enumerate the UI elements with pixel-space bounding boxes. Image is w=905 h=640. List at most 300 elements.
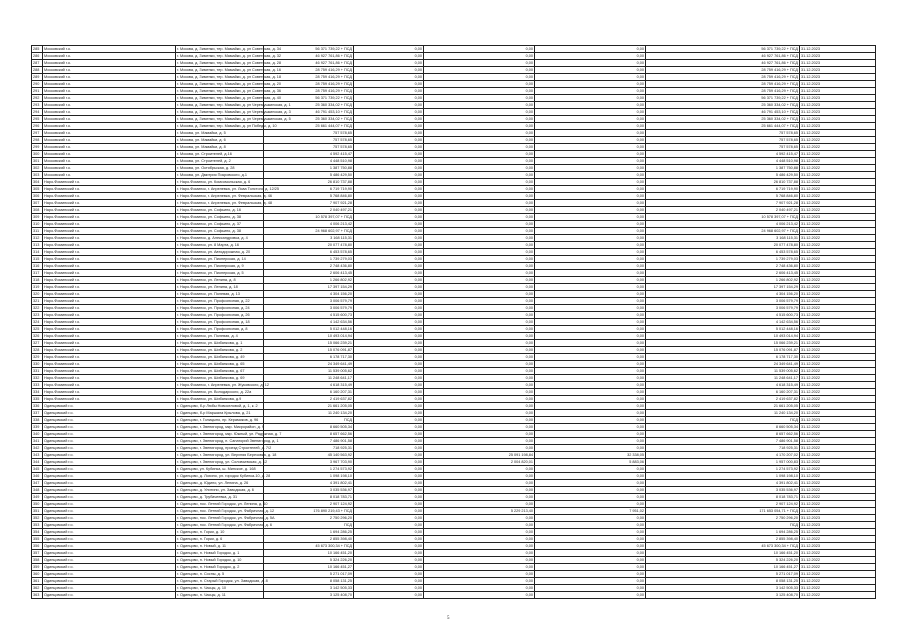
table-row xyxy=(32,396,876,403)
register-sheet xyxy=(31,45,875,599)
table-cell: 26 810 737,88 xyxy=(646,179,800,186)
table-cell: 1 098 198,10 xyxy=(646,473,800,480)
table-cell: г. Одинцово, б-р Маршала Крылова, д. 21 xyxy=(176,410,264,417)
table-cell: 302 xyxy=(32,165,43,172)
table-cell: Наро-Фоминский г.о. xyxy=(43,382,176,389)
table-cell: Наро-Фоминский г.о. xyxy=(43,340,176,347)
table-cell: 0,00 xyxy=(354,102,424,109)
table-cell: г. Одинцово, ул. Кубинка, ш. Минское, д. 168 xyxy=(176,466,264,473)
table-cell: 296 xyxy=(32,123,43,130)
table-cell: 0,00 xyxy=(354,137,424,144)
table-cell: 0,00 xyxy=(354,130,424,137)
table-cell: 0,00 xyxy=(535,571,646,578)
table-cell: 31.12.2023 xyxy=(800,88,876,95)
table-cell: 0,00 xyxy=(535,270,646,277)
table-cell: 757 578,65 xyxy=(264,144,354,151)
table-cell: Одинцовский г.о. xyxy=(43,508,176,515)
table-row xyxy=(32,452,876,459)
table-row xyxy=(32,571,876,578)
table-cell: 0,00 xyxy=(535,193,646,200)
table-cell: 0,00 xyxy=(535,144,646,151)
table-cell: 46 791 453,10 + ПСД xyxy=(646,109,800,116)
table-cell: 2 855 398,40 xyxy=(646,536,800,543)
table-cell: 325 xyxy=(32,326,43,333)
table-cell: г. Наро-Фоминск, ул. Автодорожная, д. 20 xyxy=(176,249,264,256)
table-cell: 0,00 xyxy=(424,389,535,396)
table-cell: 31.12.2022 xyxy=(800,445,876,452)
table-cell: 4 391 802,41 xyxy=(646,480,800,487)
table-cell: 45 673 300,34 + ПСД xyxy=(646,543,800,550)
table-cell: 0,00 xyxy=(535,382,646,389)
table-row xyxy=(32,74,876,81)
table-cell: 25 661 444,07 + ПСД xyxy=(646,123,800,130)
table-cell: 46 791 453,10 + ПСД xyxy=(264,109,354,116)
table-cell: 0,00 xyxy=(424,424,535,431)
table-cell: 359 xyxy=(32,564,43,571)
table-cell: 757 578,65 xyxy=(646,130,800,137)
table-cell: 0,00 xyxy=(424,88,535,95)
table-cell: Московский г.о. xyxy=(43,102,176,109)
table-cell: 31.12.2022 xyxy=(800,298,876,305)
table-cell: Одинцовский г.о. xyxy=(43,480,176,487)
table-cell: 0,00 xyxy=(535,487,646,494)
table-cell: 0,00 xyxy=(535,291,646,298)
table-cell: Одинцовский г.о. xyxy=(43,578,176,585)
table-cell: г. Москва, д. Зименки, тер. Мамайки, д. ул Советская, д. 32 xyxy=(177,54,282,58)
table-row xyxy=(32,123,876,130)
table-cell: 338 xyxy=(32,417,43,424)
table-cell: 6 453 578,65 xyxy=(264,249,354,256)
table-cell: 8 018 783,71 xyxy=(264,494,354,501)
table-cell: 31.12.2022 xyxy=(800,235,876,242)
table-cell: г. Наро-Фоминск, ул. Софьино, д. 16 xyxy=(176,207,264,214)
table-cell: 0,00 xyxy=(535,81,646,88)
table-cell: 31.12.2022 xyxy=(800,487,876,494)
table-cell: 31.12.2022 xyxy=(800,501,876,508)
table-cell: 0,00 xyxy=(424,67,535,74)
table-cell: 718 925,31 xyxy=(264,445,354,452)
table-cell: 0,00 xyxy=(535,522,646,529)
table-cell: 0,00 xyxy=(535,256,646,263)
table-row xyxy=(32,389,876,396)
table-cell: 2 907 124,92 xyxy=(646,501,800,508)
table-cell: 31.12.2022 xyxy=(800,284,876,291)
table-cell: 4 592 415,47 xyxy=(264,151,354,158)
table-cell: г. Одинцово, д. Трубачеевка, д. 31 xyxy=(176,494,264,501)
table-cell: 31.12.2023 xyxy=(800,53,876,60)
table-cell: 31.12.2023 xyxy=(800,116,876,123)
table-cell: 757 578,65 xyxy=(646,144,800,151)
table-row xyxy=(32,284,876,291)
table-row xyxy=(32,263,876,270)
table-cell: Одинцовский г.о. xyxy=(43,564,176,571)
table-row xyxy=(32,564,876,571)
table-cell: 31.12.2023 xyxy=(800,543,876,550)
table-cell: 1 387 750,88 xyxy=(264,165,354,172)
table-cell: 0,00 xyxy=(354,550,424,557)
table-cell: Наро-Фоминский г.о. xyxy=(43,361,176,368)
table-cell: Наро-Фоминский г.о. xyxy=(43,298,176,305)
table-cell: Одинцовский г.о. xyxy=(43,466,176,473)
table-cell: Московский г.о. xyxy=(43,53,176,60)
table-row xyxy=(32,445,876,452)
table-cell: 31.12.2023 xyxy=(800,515,876,522)
table-cell: 0,00 xyxy=(535,235,646,242)
table-cell: 31.12.2022 xyxy=(800,354,876,361)
table-cell: 0,00 xyxy=(535,445,646,452)
table-cell: 0,00 xyxy=(354,382,424,389)
table-cell: 0,00 xyxy=(424,410,535,417)
table-cell: 0,00 xyxy=(354,46,424,53)
table-cell: Одинцовский г.о. xyxy=(43,536,176,543)
table-cell: 0,00 xyxy=(535,102,646,109)
table-cell: 0,00 xyxy=(424,130,535,137)
table-cell: 328 xyxy=(32,347,43,354)
table-cell: 5 271 017,09 xyxy=(264,571,354,578)
table-cell: 0,00 xyxy=(535,438,646,445)
table-row xyxy=(32,508,876,515)
table-cell: Наро-Фоминский г.о. xyxy=(43,256,176,263)
table-cell: 0,00 xyxy=(424,431,535,438)
table-cell: 0,00 xyxy=(354,81,424,88)
table-row xyxy=(32,480,876,487)
table-cell: 24 349 641,49 xyxy=(264,361,354,368)
table-cell: 0,00 xyxy=(354,501,424,508)
table-row xyxy=(32,333,876,340)
table-cell: 31.12.2022 xyxy=(800,165,876,172)
table-cell: 0,00 xyxy=(354,480,424,487)
table-cell: 0,00 xyxy=(424,172,535,179)
table-cell: 0,00 xyxy=(354,214,424,221)
table-cell: 0,00 xyxy=(354,543,424,550)
table-cell: 0,00 xyxy=(354,116,424,123)
table-row xyxy=(32,109,876,116)
table-cell: 0,00 xyxy=(354,445,424,452)
table-cell: 0,00 xyxy=(424,543,535,550)
table-cell: 0,00 xyxy=(424,375,535,382)
table-cell: 333 xyxy=(32,382,43,389)
table-cell: 31.12.2022 xyxy=(800,312,876,319)
table-cell: 28 759 416,29 + ПСД xyxy=(264,81,354,88)
table-cell: 1 266 802,92 xyxy=(264,277,354,284)
table-cell: 0,00 xyxy=(424,186,535,193)
table-cell: 3 006 579,79 xyxy=(646,305,800,312)
table-cell: 31.12.2022 xyxy=(800,144,876,151)
table-cell: 20 077 478,80 xyxy=(646,242,800,249)
table-cell: 315 xyxy=(32,256,43,263)
table-cell: Наро-Фоминский г.о. xyxy=(43,270,176,277)
table-cell: 31.12.2022 xyxy=(800,368,876,375)
table-cell: 5 271 017,09 xyxy=(646,571,800,578)
table-cell: 0,00 xyxy=(535,480,646,487)
table-cell: 1 274 573,92 xyxy=(646,466,800,473)
table-cell: 31.12.2022 xyxy=(800,186,876,193)
table-cell: Московский г.о. xyxy=(43,172,176,179)
table-cell: 0,00 xyxy=(354,270,424,277)
table-cell: 0,00 xyxy=(535,284,646,291)
table-cell: 1 274 573,92 xyxy=(264,466,354,473)
table-cell: 0,00 xyxy=(354,193,424,200)
table-cell: 31.12.2022 xyxy=(800,536,876,543)
table-cell: 24 349 641,49 xyxy=(646,361,800,368)
table-cell: 0,00 xyxy=(424,347,535,354)
table-row xyxy=(32,501,876,508)
table-cell: 0,00 xyxy=(535,263,646,270)
table-cell: 0,00 xyxy=(354,186,424,193)
table-cell: 0,00 xyxy=(354,508,424,515)
table-cell: Одинцовский г.о. xyxy=(43,459,176,466)
table-cell: 0,00 xyxy=(424,487,535,494)
table-cell: 31.12.2022 xyxy=(800,158,876,165)
table-cell: 0,00 xyxy=(354,249,424,256)
table-cell: 31.12.2022 xyxy=(800,249,876,256)
table-cell: 0,00 xyxy=(424,179,535,186)
table-cell: г. Одинцово, пос. Летний Городок, ул. Фабричная, д. 5А xyxy=(177,516,275,520)
table-cell: г. Москва, д. Зименки, тер. Мамайки, д. ул Победы, д. 10 xyxy=(177,124,277,128)
table-cell: 323 xyxy=(32,312,43,319)
table-cell: 28 759 416,29 + ПСД xyxy=(264,67,354,74)
table-cell: 287 xyxy=(32,60,43,67)
table-cell: Одинцовский г.о. xyxy=(43,403,176,410)
table-row xyxy=(32,536,876,543)
table-cell: г. Наро-Фоминск, ул. Софьино, д. 37 xyxy=(176,221,264,228)
table-cell: г. Наро-Фоминск, ул. Полевая, д. 13 xyxy=(176,291,264,298)
table-row xyxy=(32,494,876,501)
table-cell: Наро-Фоминский г.о. xyxy=(43,249,176,256)
table-body xyxy=(32,46,876,599)
table-cell: 2 855 398,40 xyxy=(264,536,354,543)
table-cell: 31.12.2022 xyxy=(800,585,876,592)
table-cell: 5 768 846,80 xyxy=(646,193,800,200)
table-cell: 349 xyxy=(32,494,43,501)
table-cell: 0,00 xyxy=(424,354,535,361)
table-cell: 31.12.2022 xyxy=(800,571,876,578)
table-cell: 31.12.2022 xyxy=(800,305,876,312)
table-row xyxy=(32,256,876,263)
table-cell: г. Одинцово, п. Горки, д. 6 xyxy=(176,536,264,543)
table-cell: 32 338,05 xyxy=(535,452,646,459)
table-cell: 0,00 xyxy=(354,564,424,571)
table-cell: г. Наро-Фоминск, ул. Ленина, д. 8 xyxy=(176,277,264,284)
table-cell: 0,00 xyxy=(354,242,424,249)
table-cell: 4 391 802,41 xyxy=(264,480,354,487)
table-cell: Наро-Фоминский г.о. xyxy=(43,193,176,200)
table-cell: г. Одинцово, г. Звенигород, проезд Строителей, д. 7/2 xyxy=(177,446,272,450)
table-cell: Наро-Фоминский г.о. xyxy=(43,333,176,340)
table-cell: Наро-Фоминский г.о. xyxy=(43,242,176,249)
table-cell: г. Наро-Фоминск, ул. Пионерская, д. 9 xyxy=(176,263,264,270)
table-cell: 0,00 xyxy=(535,361,646,368)
table-cell: 0,00 xyxy=(354,277,424,284)
table-cell: 5 486 429,50 xyxy=(264,172,354,179)
table-cell: 7 907 921,28 xyxy=(264,200,354,207)
table-cell: 0,00 xyxy=(535,417,646,424)
table-cell: 295 xyxy=(32,116,43,123)
table-cell: г. Одинцово, п. Новый Городок, д. 1 xyxy=(176,550,264,557)
table-cell: 326 xyxy=(32,333,43,340)
table-cell: 31.12.2022 xyxy=(800,382,876,389)
table-cell: 0,00 xyxy=(424,277,535,284)
table-cell: 0,00 xyxy=(535,529,646,536)
table-row xyxy=(32,235,876,242)
table-cell: 56 371 739,22 + ПСД xyxy=(646,46,800,53)
table-cell: 4 142 634,56 xyxy=(264,319,354,326)
table-cell: 0,00 xyxy=(424,256,535,263)
table-cell: 0,00 xyxy=(535,228,646,235)
table-cell: 334 xyxy=(32,389,43,396)
table-cell: г. Наро-Фоминск, ул. Полевая, д. 4 xyxy=(176,333,264,340)
table-cell: 0,00 xyxy=(424,228,535,235)
table-cell: 31.12.2022 xyxy=(800,319,876,326)
table-cell: г. Наро-Фоминск, ул. Софьино, д. 38 xyxy=(176,228,264,235)
table-cell: 31.12.2022 xyxy=(800,480,876,487)
table-cell: 10 166 451,20 xyxy=(646,550,800,557)
table-cell: 361 xyxy=(32,578,43,585)
table-cell: 25 360 334,02 + ПСД xyxy=(264,102,354,109)
table-cell: 31.12.2023 xyxy=(800,417,876,424)
table-cell: 0,00 xyxy=(424,501,535,508)
table-cell: 31.12.2022 xyxy=(800,550,876,557)
table-row xyxy=(32,137,876,144)
table-cell: 8 018 783,71 xyxy=(646,494,800,501)
table-cell: 0,00 xyxy=(535,221,646,228)
table-row xyxy=(32,368,876,375)
table-cell: 5 012 448,16 xyxy=(646,326,800,333)
table-cell: г. Москва, ул. Строителей, д.16 xyxy=(176,151,264,158)
table-cell: 285 xyxy=(32,46,43,53)
table-cell: г. Одинцово, г. Звенигород, мкр. Южный, ул. Радужная, д. 7 xyxy=(177,432,282,436)
table-cell: Наро-Фоминский г.о. xyxy=(43,326,176,333)
table-cell: г. Наро-Фоминск, ул. Комсомольская, д. 6 xyxy=(176,179,264,186)
table-cell: 3 142 505,33 xyxy=(264,585,354,592)
table-cell: 31.12.2022 xyxy=(800,473,876,480)
table-cell: 1 957 000,83 xyxy=(646,459,800,466)
table-row xyxy=(32,382,876,389)
table-cell: Одинцовский г.о. xyxy=(43,550,176,557)
table-cell: 346 xyxy=(32,473,43,480)
table-cell: 303 xyxy=(32,172,43,179)
table-cell: 0,00 xyxy=(354,347,424,354)
table-cell: Московский г.о. xyxy=(43,116,176,123)
table-cell: 310 xyxy=(32,221,43,228)
table-cell: 0,00 xyxy=(535,585,646,592)
table-cell: Одинцовский г.о. xyxy=(43,522,176,529)
table-cell: 0,00 xyxy=(354,228,424,235)
table-cell: г. Одинцово, п. Часцы, д. 11 xyxy=(176,592,264,599)
table-row xyxy=(32,515,876,522)
table-cell: 31.12.2022 xyxy=(800,564,876,571)
table-cell: г. Одинцово, пос. Летний Городок, ул. Фабричная, д. 12 xyxy=(177,509,275,513)
table-cell: г. Наро-Фоминск, ул. Шибанкова, д. 65 xyxy=(176,361,264,368)
table-row xyxy=(32,88,876,95)
table-cell: 299 xyxy=(32,144,43,151)
table-cell: 0,00 xyxy=(535,494,646,501)
table-cell: 0,00 xyxy=(354,494,424,501)
table-cell: 0,00 xyxy=(424,564,535,571)
table-row xyxy=(32,410,876,417)
table-row xyxy=(32,130,876,137)
table-cell: Наро-Фоминский г.о. xyxy=(43,284,176,291)
table-cell: 3 967 703,90 xyxy=(264,459,354,466)
table-cell: г. Наро-Фоминск, ул. Софьино, д. 38 xyxy=(176,214,264,221)
table-cell: г. Одинцово, д. Юдино, ул. Ленина, д. 26 xyxy=(176,480,264,487)
table-cell: 0,00 xyxy=(424,445,535,452)
table-cell: 0,00 xyxy=(535,172,646,179)
table-cell: 0,00 xyxy=(424,557,535,564)
table-cell: 3 006 579,79 xyxy=(264,298,354,305)
table-cell: Московский г.о. xyxy=(43,109,176,116)
table-cell: г. Наро-Фоминск, ул. 8 Марта, д. 16 xyxy=(176,242,264,249)
table-cell: 0,00 xyxy=(535,151,646,158)
table-cell: 31.12.2022 xyxy=(800,179,876,186)
table-cell: 0,00 xyxy=(424,417,535,424)
table-cell: г. Москва, д. Зименки, тер. Мамайки, д. ул Советская, д. 28 xyxy=(177,61,282,65)
table-cell: 7 486 901,58 xyxy=(646,438,800,445)
table-cell: 0,00 xyxy=(354,88,424,95)
table-cell: г. Одинцово, пос. Летний Городок, ул. Ленина, д. 10 xyxy=(177,502,268,506)
table-cell: ПСД xyxy=(264,417,354,424)
table-cell: Одинцовский г.о. xyxy=(43,543,176,550)
table-cell: 11 248 641,17 xyxy=(264,375,354,382)
table-cell: 0,00 xyxy=(535,277,646,284)
table-row xyxy=(32,298,876,305)
table-cell: 339 xyxy=(32,424,43,431)
table-cell: 31.12.2022 xyxy=(800,291,876,298)
table-cell: 0,00 xyxy=(354,340,424,347)
table-row xyxy=(32,340,876,347)
table-cell: 3 006 579,79 xyxy=(646,298,800,305)
table-row xyxy=(32,319,876,326)
table-cell: 0,00 xyxy=(535,109,646,116)
table-cell: 8 058 131,25 xyxy=(264,578,354,585)
table-cell: 297 xyxy=(32,130,43,137)
table-row xyxy=(32,249,876,256)
table-cell: 0,00 xyxy=(424,109,535,116)
table-cell: 0,00 xyxy=(535,207,646,214)
table-cell: 0,00 xyxy=(424,529,535,536)
table-cell: 46 927 761,86 + ПСД xyxy=(646,60,800,67)
table-cell: 343 xyxy=(32,452,43,459)
table-cell: 10 578 397,07 + ПСД xyxy=(646,214,800,221)
table-cell: 0,00 xyxy=(424,263,535,270)
table-cell: г. Наро-Фоминск, г. Апрелевка, ул. Февральская, д. 48 xyxy=(177,201,272,205)
table-cell: 331 xyxy=(32,368,43,375)
table-cell: 45 140 563,92 xyxy=(264,452,354,459)
table-cell: г. Одинцово, пос. Летний Городок, ул. Фабричная, д. 6 xyxy=(177,523,273,527)
table-cell: 6 178 717,30 xyxy=(264,354,354,361)
table-cell: 11 248 641,17 xyxy=(646,375,800,382)
table-cell: г. Одинцово, п. Новый Городок, д. 2 xyxy=(176,564,264,571)
table-cell: 0,00 xyxy=(354,291,424,298)
table-cell: г. Одинцово, г. Звенигород, ул. Соловьевская, д. 12 xyxy=(177,460,268,464)
table-cell: 0,00 xyxy=(535,431,646,438)
table-cell: г. Наро-Фоминск, г. Апрелевка, ул. Льва Толстого, д. 12/25 xyxy=(177,187,279,191)
table-cell: Московский г.о. xyxy=(43,46,176,53)
table-cell: 0,00 xyxy=(535,130,646,137)
table-cell: 25 661 444,07 + ПСД xyxy=(264,123,354,130)
table-cell: Одинцовский г.о. xyxy=(43,592,176,599)
table-cell: 6 719 719,90 xyxy=(646,186,800,193)
table-cell: 0,00 xyxy=(424,81,535,88)
table-cell: 0,00 xyxy=(535,410,646,417)
table-cell: 306 xyxy=(32,193,43,200)
table-cell: Наро-Фоминский г.о. xyxy=(43,347,176,354)
table-row xyxy=(32,102,876,109)
table-cell: 0,00 xyxy=(424,151,535,158)
table-cell: 8 657 662,56 xyxy=(646,431,800,438)
table-row xyxy=(32,277,876,284)
table-cell: 31.12.2022 xyxy=(800,494,876,501)
